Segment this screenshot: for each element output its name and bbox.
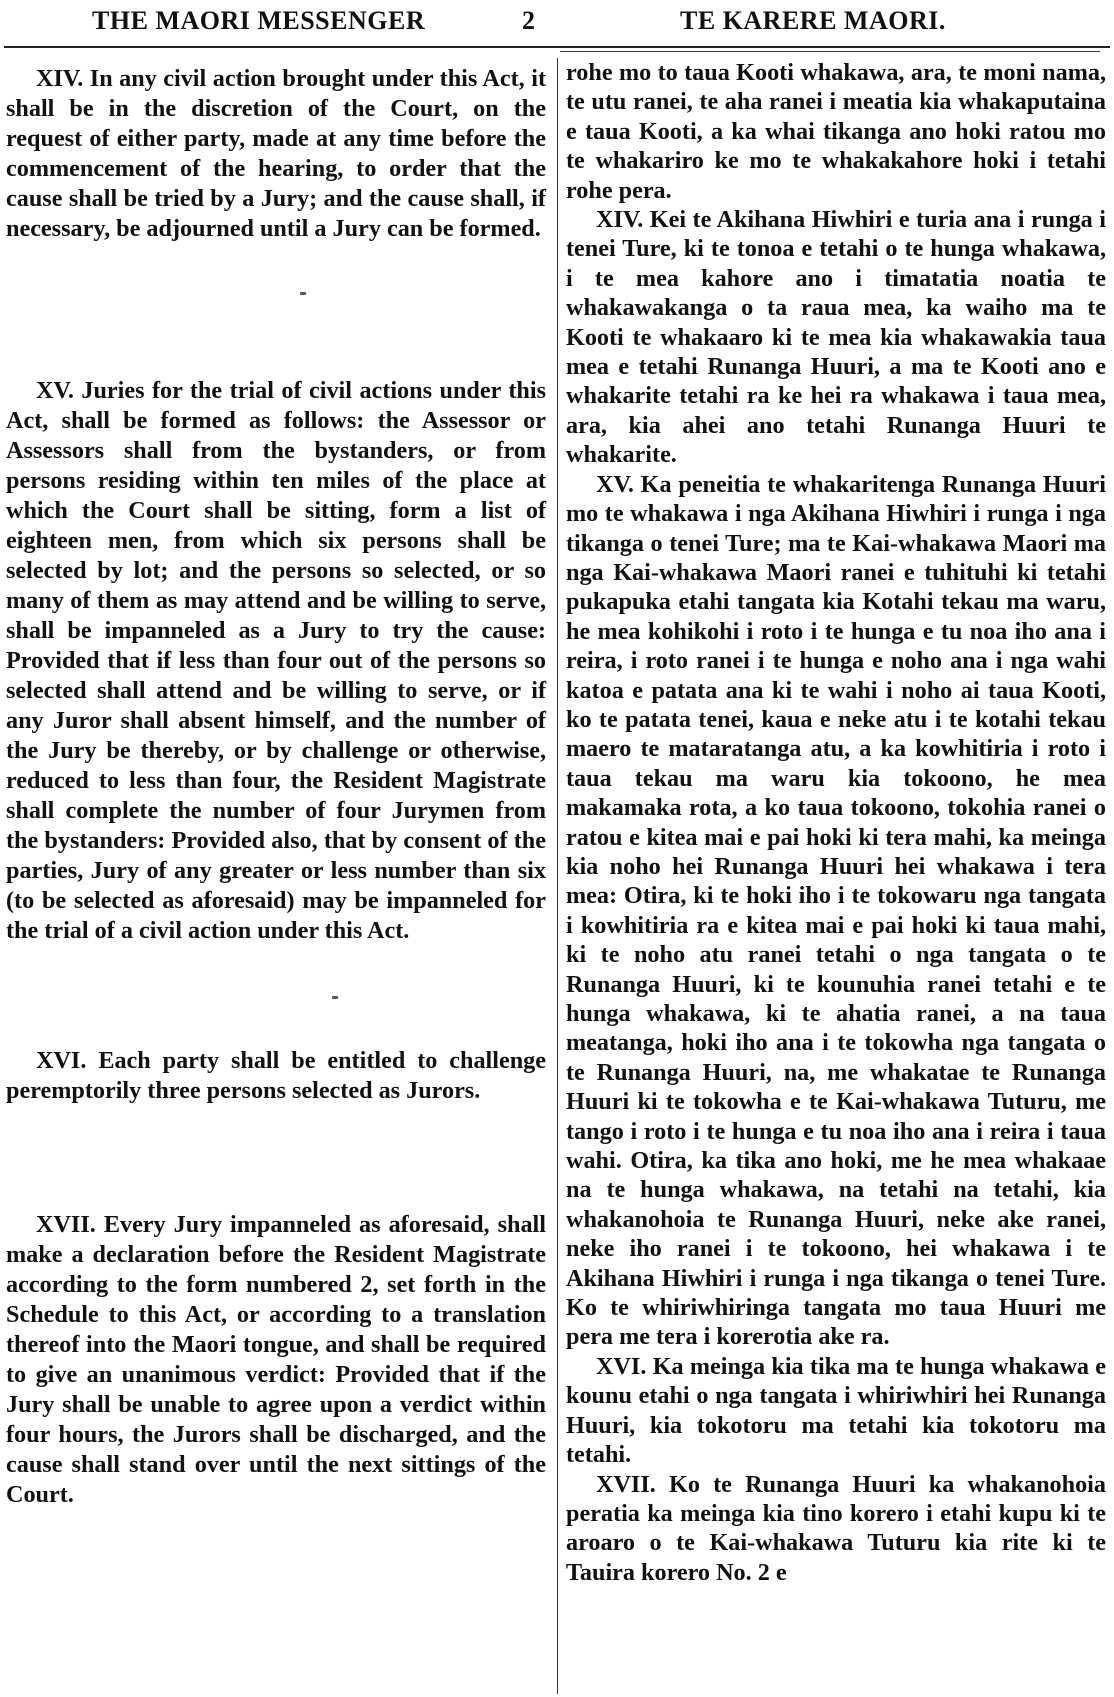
section-number: XVII.: [36, 1211, 96, 1238]
maori-column: [566, 58, 1106, 1587]
section-number: XIV.: [36, 65, 84, 92]
section-number: XV.: [36, 377, 74, 404]
english-section-xv: [6, 376, 546, 946]
maori-section-xvii: [566, 1470, 1106, 1588]
section-text: Each party shall be entitled to challenge peremptorily three persons selected as Jurors.: [6, 1047, 546, 1104]
section-text: In any civil action brought under this Act, it shall be in the discretion of the Court, on the request of either party, made at any time before the commencement of the hearing, to order that the cause shall be tried by a Jury; and the cause shall, if necessary, be adjourned until a Jury can be formed.: [6, 65, 546, 242]
header-rule: [4, 46, 1110, 48]
header-rule-secondary: [560, 51, 1100, 52]
section-text: Every Jury impanneled as aforesaid, shall make a declaration before the Resident Magistrate according to the form numbered 2, set forth in the Schedule to this Act, or according to a translation thereof into the Maori tongue, and shall be required to give an unanimous verdict: Provided that if the Jury shall be unable to agree upon a verdict within four hours, the Jurors shall be discharged, and the cause shall stand over until the next sittings of the Court.: [6, 1211, 546, 1508]
section-number: XVI.: [36, 1047, 87, 1074]
section-number: XVI.: [596, 1352, 647, 1380]
page-number: 2: [522, 6, 536, 35]
masthead-maori: TE KARERE MAORI.: [680, 6, 946, 35]
column-divider: [557, 58, 558, 1694]
section-text: Kei te Akihana Hiwhiri e turia ana i runga i tenei Ture, ki te tonoa e tetahi o te hunga whakawa, i te mea kahore ano i timatatia noatia te whakawakanga o ta raua mea, ka waiho ma te Kooti te whakaaro ki te mea kia whakawakia taua mea e tetahi Runanga Huuri, a ma te Kooti ano e whakarite tetahi ra ke hei ra whakawa i taua mea, ara, kia ahei ano tetahi Runanga Huuri te whakarite.: [566, 206, 1106, 469]
maori-section-xvi: [566, 1352, 1106, 1470]
page-header: [0, 0, 1114, 40]
section-number: XV.: [596, 470, 634, 498]
section-text: Ka meinga kia tika ma te hunga whakawa e kounu etahi o nga tangata i whiriwhiri hei Runanga Huuri, kia tokotoru ma tetahi kia tokotoru ma tetahi.: [566, 1352, 1107, 1469]
section-text: Ko te Runanga Huuri ka whakanohoia peratia ka meinga kia tino korero i etahi kupu ki te aroaro o te Kai-whakawa Tuturu kia rite ki te Tauira korero No. 2 e: [566, 1470, 1106, 1586]
english-section-xvii: [6, 1210, 546, 1510]
english-column: [6, 58, 546, 1510]
section-number: XIV.: [596, 206, 644, 234]
maori-section-xv: [566, 470, 1106, 1352]
maori-continuation: rohe mo to taua Kooti whakawa, ara, te moni nama, te utu ranei, te aha ranei i meatia kia whakaputaina e taua Kooti, a ka whai tikanga ano hoki ratou mo te whakariro ke mo te whakakahore hoki i tetahi rohe pera.: [566, 59, 1106, 204]
print-speck: [332, 996, 338, 999]
section-text: Juries for the trial of civil actions under this Act, shall be formed as follows: the Assessor or Assessors shall from the bystanders, or from persons residing within ten miles of the place at which the Court shall be sitting, form a list of eighteen men, from which six persons shall be selected by lot; and the persons so selected, or so many of them as may attend and be willing to serve, shall be impanneled as a Jury to try the cause: Provided that if less than four out of the persons so selected shall attend and be willing to serve, or if any Juror shall absent himself, and the number of the Jury be thereby, or by challenge or otherwise, reduced to less than four, the Resident Magistrate shall complete the number of four Jurymen from the bystanders: Provided also, that by consent of the parties, Jury of any greater or less number than six (to be selected as aforesaid) may be impanneled for the trial of a civil action under this Act.: [6, 377, 546, 944]
maori-section-xiv: [566, 205, 1106, 470]
section-text: Ka peneitia te whakaritenga Runanga Huuri mo te whakawa i nga Akihana Hiwhiri i runga i nga tikanga o tenei Ture; ma te Kai-whakawa Maori ma nga Kai-whakawa Maori ranei e tuhituhi ki tetahi pukapuka etahi tangata kia Kotahi tekau ma waru, he mea kohikohi i roto i te hunga e tu noa iho ana i reira, i roto ranei i te hunga e noho ana i nga wahi katoa e patata ana ki te wahi i noho ai taua Kooti, ko te patata tenei, kaua e neke atu i te kotahi tekau maero te mataratanga atu, a ka kowhitiria i roto i taua tekau ma waru kia tokoono, he mea makamaka rota, a ko taua tokoono, tokohia ranei o ratou e kitea mai e pai hoki ki tera mahi, ka meinga kia noho hei Runanga Huuri hei whakawa i tera mea: Otira, ki te hoki iho i te tokowaru nga tangata i kowhitiria ra e kitea mai e pai hoki ki taua mahi, ki te noho atu ranei tetahi o nga tangata o te Runanga Huuri, ki te kounuhia ranei tetahi e te hunga whakawa, ki te ahatia ranei, a na taua meatanga, hoki iho ana i te tokowha nga tangata o te Runanga Huuri, na, me whakatae te Runanga Huuri ki te tokowha e te Kai-whakawa Tuturu, me tango i roto i te hunga e tu noa iho ana i reira i taua wahi. Otira, ka tika ano hoki, me he mea whakaae na te hunga whakawa, na tetahi na tetahi, kia whakanohoia te Runanga Huuri, neke ake ranei, neke iho ranei i te tokoono, hei whakawa i te Akihana Hiwhiri i runga i nga tikanga o tenei Ture. Ko te whiriwhiringa tangata mo taua Huuri me pera me tera i korerotia ake ra.: [566, 470, 1107, 1351]
english-section-xvi: [6, 1046, 546, 1106]
english-section-xiv: [6, 64, 546, 244]
section-number: XVII.: [596, 1470, 656, 1498]
masthead-english: THE MAORI MESSENGER: [92, 6, 426, 35]
print-speck: [300, 292, 306, 295]
